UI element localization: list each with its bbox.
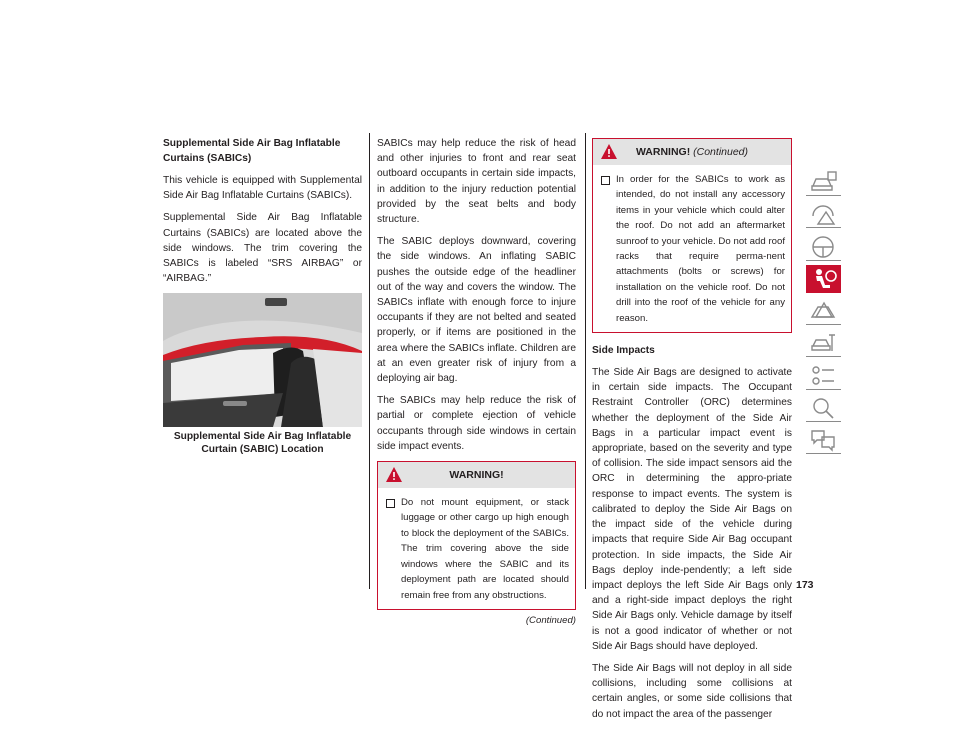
- paragraph: Supplemental Side Air Bag Inflatable Curtains (SABICs) are located above the side windows. The trim covering the SABICs is labeled “SRS AIRBAG” or “AIRBAG.”: [163, 212, 362, 285]
- continued-label: (Continued): [525, 614, 576, 626]
- section-heading-sabic: Supplemental Side Air Bag Inflatable Curtains (SABICs): [163, 138, 341, 164]
- tab-airbag-seatbelt[interactable]: [806, 265, 841, 293]
- warning-bullet: [599, 172, 785, 326]
- paragraph: The Side Air Bags are designed to activate in certain side impacts. The Occupant Restraint Controller (ORC) determines whether the deployment of the Side Air Bags in a particular impact event is appropriate, based on the severity and type of collision. The side impact sensors aid the ORC in determining the appro-priate response to impact events. The system is calibrated to deploy the Side Air Bags on the impact side of the vehicle during impacts that require Side Air Bag occupant protection. In side impacts, the Side Air Bags deploy inde-pendently; a left side impact deploys the left Side Air Bags only and a right-side impact deploys the right Side Air Bags only. Vehicle damage by itself is not a good indicator of whether or not Side Air Bags should have deployed.: [592, 367, 792, 652]
- figure-caption: Supplemental Side Air Bag Inflatable Curtain (SABIC) Location: [173, 431, 352, 456]
- warning-title: WARNING!: [635, 146, 691, 158]
- tab-specifications[interactable]: [806, 362, 841, 390]
- column-divider-left: [369, 133, 370, 589]
- warning-header: [378, 462, 575, 488]
- paragraph: The Side Air Bags will not deploy in all side collisions, including some collisions at certain angles, or some side collisions that do not impact the area of the passenger: [592, 662, 792, 720]
- warning-title-suffix: (Continued): [693, 146, 749, 158]
- chapter-tabs: [806, 168, 841, 459]
- column-3: [592, 136, 792, 729]
- car-service-icon: [810, 331, 838, 355]
- sabic-location-photo: [163, 293, 362, 427]
- multimedia-language-icon: [810, 428, 838, 452]
- car-info-icon: [810, 170, 838, 194]
- section-heading-side-impacts: Side Impacts: [592, 345, 655, 357]
- tab-roadside-warning[interactable]: [806, 297, 841, 325]
- tab-car-service[interactable]: [806, 329, 841, 357]
- column-1: [163, 136, 362, 464]
- steering-wheel-icon: [810, 235, 838, 259]
- warning-box: [377, 461, 576, 610]
- column-divider-right: [585, 133, 586, 589]
- warning-bullet-text: Do not mount equipment, or stack luggage or other cargo up high enough to block the deployment of the SABICs. The trim covering above the side windows where the SABIC and its deployment path are located should remain free from any obstructions.: [401, 497, 569, 601]
- dashboard-warning-icon: [810, 202, 838, 226]
- warning-triangle-icon: [386, 467, 402, 482]
- column-2: [377, 136, 576, 628]
- warning-bullet: [384, 495, 569, 603]
- warning-header: [593, 139, 791, 165]
- specifications-icon: [810, 364, 838, 388]
- bullet-box-icon: [386, 499, 395, 508]
- paragraph: The SABIC deploys downward, covering the side windows. An inflating SABIC pushes the outside edge of the headliner out of the way and covers the window. The SABICs inflate with enough force to injure occupants if they are not belted and seated properly, or if items are positioned in the area where the SABICs inflate. Children are at an even greater risk of injury from a deploying air bag.: [377, 236, 576, 385]
- tab-dashboard-warning[interactable]: [806, 200, 841, 228]
- paragraph: This vehicle is equipped with Supplemental Side Air Bag Inflatable Curtains (SABICs).: [163, 175, 362, 202]
- paragraph: The SABICs may help reduce the risk of partial or complete ejection of vehicle occupants through side windows in certain side impact events.: [377, 395, 576, 452]
- paragraph: SABICs may help reduce the risk of head and other injuries to front and rear seat outboard occupants in certain side impacts, in addition to the injury reduction potential provided by the seat belts and body structure.: [377, 138, 576, 226]
- tab-multimedia-language[interactable]: [806, 426, 841, 454]
- warning-triangle-icon: [601, 144, 617, 159]
- airbag-seatbelt-icon: [810, 267, 838, 291]
- tab-car-info[interactable]: [806, 168, 841, 196]
- warning-title: WARNING!: [449, 469, 504, 482]
- tab-steering-wheel[interactable]: [806, 233, 841, 261]
- warning-bullet-text: In order for the SABICs to work as intended, do not install any accessory items in your vehicle which could alter the roof. Do not add an aftermarket sunroof to your vehicle. Do not add roof racks that require perma-nent attachments (bolts or screws) for installation on the vehicle roof. Do not drill into the roof of the vehicle for any reason.: [616, 174, 785, 324]
- warning-box-continued: [592, 138, 792, 333]
- page-number: 173: [796, 579, 814, 591]
- search-index-icon: [810, 396, 838, 420]
- roadside-warning-icon: [810, 299, 838, 323]
- bullet-box-icon: [601, 176, 610, 185]
- tab-search-index[interactable]: [806, 394, 841, 422]
